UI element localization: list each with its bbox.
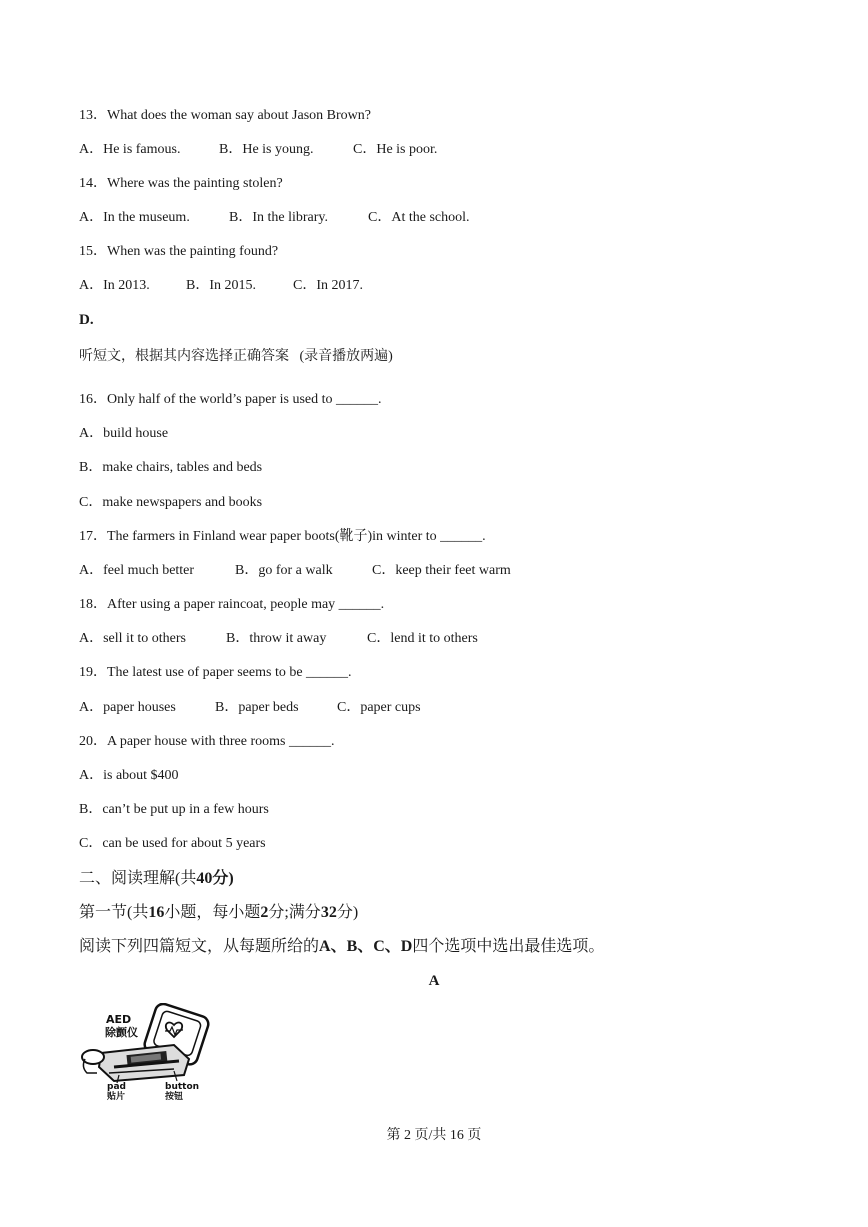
title-post: 分) bbox=[212, 870, 234, 887]
option-c: C．make newspapers and books bbox=[79, 495, 263, 510]
option-a: A．build house bbox=[79, 426, 169, 441]
question-16 bbox=[79, 391, 382, 409]
section-d-label: D. bbox=[79, 312, 94, 328]
aed-illustration bbox=[79, 1003, 214, 1103]
ri-letters: A、B、C、D bbox=[319, 938, 413, 955]
option-a: A．In 2013. bbox=[79, 278, 150, 293]
reading-instruction bbox=[79, 937, 604, 957]
option-a: A．He is famous. bbox=[79, 142, 181, 157]
question-stem: 16．Only half of the world’s paper is used to ______. bbox=[79, 392, 382, 407]
option-b: B．In 2015. bbox=[186, 278, 256, 293]
option-b: B．He is young. bbox=[219, 142, 314, 157]
question-18-options bbox=[79, 630, 478, 648]
option-a: A．In the museum. bbox=[79, 210, 190, 225]
question-18 bbox=[79, 596, 384, 614]
option-b: B．paper beds bbox=[215, 700, 299, 715]
part-2-title bbox=[79, 869, 234, 889]
option-b: B．throw it away bbox=[226, 631, 327, 646]
option-c: C．keep their feet warm bbox=[372, 563, 511, 578]
question-14-options bbox=[79, 209, 470, 227]
option-c: C．He is poor. bbox=[353, 142, 438, 157]
label-aed: AED bbox=[106, 1013, 132, 1026]
question-19 bbox=[79, 664, 352, 682]
label-button: button bbox=[165, 1082, 200, 1092]
question-stem: 17．The farmers in Finland wear paper boots(靴子)in winter to ______. bbox=[79, 529, 486, 544]
option-c: C．In 2017. bbox=[293, 278, 363, 293]
option-b: B．In the library. bbox=[229, 210, 329, 225]
ri-post: 四个选项中选出最佳选项。 bbox=[412, 938, 605, 955]
option-c: C．lend it to others bbox=[367, 631, 478, 646]
title-num: 40 bbox=[196, 870, 213, 887]
aed-device-icon bbox=[79, 1003, 214, 1103]
s1-mid2: 分;满分 bbox=[268, 904, 321, 921]
s1-post: 分) bbox=[336, 904, 359, 921]
option-a: A．feel much better bbox=[79, 563, 195, 578]
option-b: B．go for a walk bbox=[235, 563, 333, 578]
question-14 bbox=[79, 175, 283, 193]
s1-mid1: 小题，每小题 bbox=[164, 904, 261, 921]
label-button-cn: 按钮 bbox=[165, 1092, 184, 1102]
title-pre: 二、阅读理解(共 bbox=[79, 870, 197, 887]
ri-pre: 阅读下列四篇短文，从每题所给的 bbox=[79, 938, 320, 955]
option-c: C．At the school. bbox=[368, 210, 470, 225]
question-stem: 20．A paper house with three rooms ______. bbox=[79, 734, 335, 749]
s1-n1: 16 bbox=[148, 904, 165, 921]
question-stem: 13．What does the woman say about Jason Brown? bbox=[79, 108, 371, 123]
option-b: B．make chairs, tables and beds bbox=[79, 460, 263, 475]
question-17 bbox=[79, 528, 486, 546]
label-pad: pad bbox=[107, 1082, 126, 1092]
page-footer: 第 2 页/共 16 页 bbox=[386, 1128, 482, 1143]
option-a: A．paper houses bbox=[79, 700, 176, 715]
option-c: C．paper cups bbox=[337, 700, 421, 715]
question-stem: 14．Where was the painting stolen? bbox=[79, 176, 283, 191]
question-15 bbox=[79, 243, 278, 261]
question-13 bbox=[79, 107, 371, 125]
question-13-options bbox=[79, 141, 437, 159]
question-17-options bbox=[79, 562, 511, 580]
s1-pre: 第一节(共 bbox=[79, 904, 149, 921]
question-stem: 15．When was the painting found? bbox=[79, 244, 279, 259]
s1-n3: 32 bbox=[320, 904, 337, 921]
question-stem: 19．The latest use of paper seems to be ______. bbox=[79, 665, 352, 680]
option-b: B．can’t be put up in a few hours bbox=[79, 802, 269, 817]
label-pad-cn: 贴片 bbox=[107, 1092, 126, 1102]
s1-n2: 2 bbox=[260, 904, 269, 921]
label-aed-cn: 除颤仪 bbox=[105, 1026, 138, 1039]
question-20 bbox=[79, 733, 334, 751]
option-a: A．sell it to others bbox=[79, 631, 186, 646]
question-15-options bbox=[79, 277, 363, 295]
question-19-options bbox=[79, 699, 421, 717]
option-c: C．can be used for about 5 years bbox=[79, 836, 266, 851]
passage-label: A bbox=[428, 973, 440, 989]
option-a: A．is about $400 bbox=[79, 768, 179, 783]
section-d-instruction: 听短文，根据其内容选择正确答案 (录音播放两遍) bbox=[79, 349, 393, 364]
section-1-title bbox=[79, 903, 358, 923]
question-stem: 18．After using a paper raincoat, people may ______. bbox=[79, 597, 385, 612]
